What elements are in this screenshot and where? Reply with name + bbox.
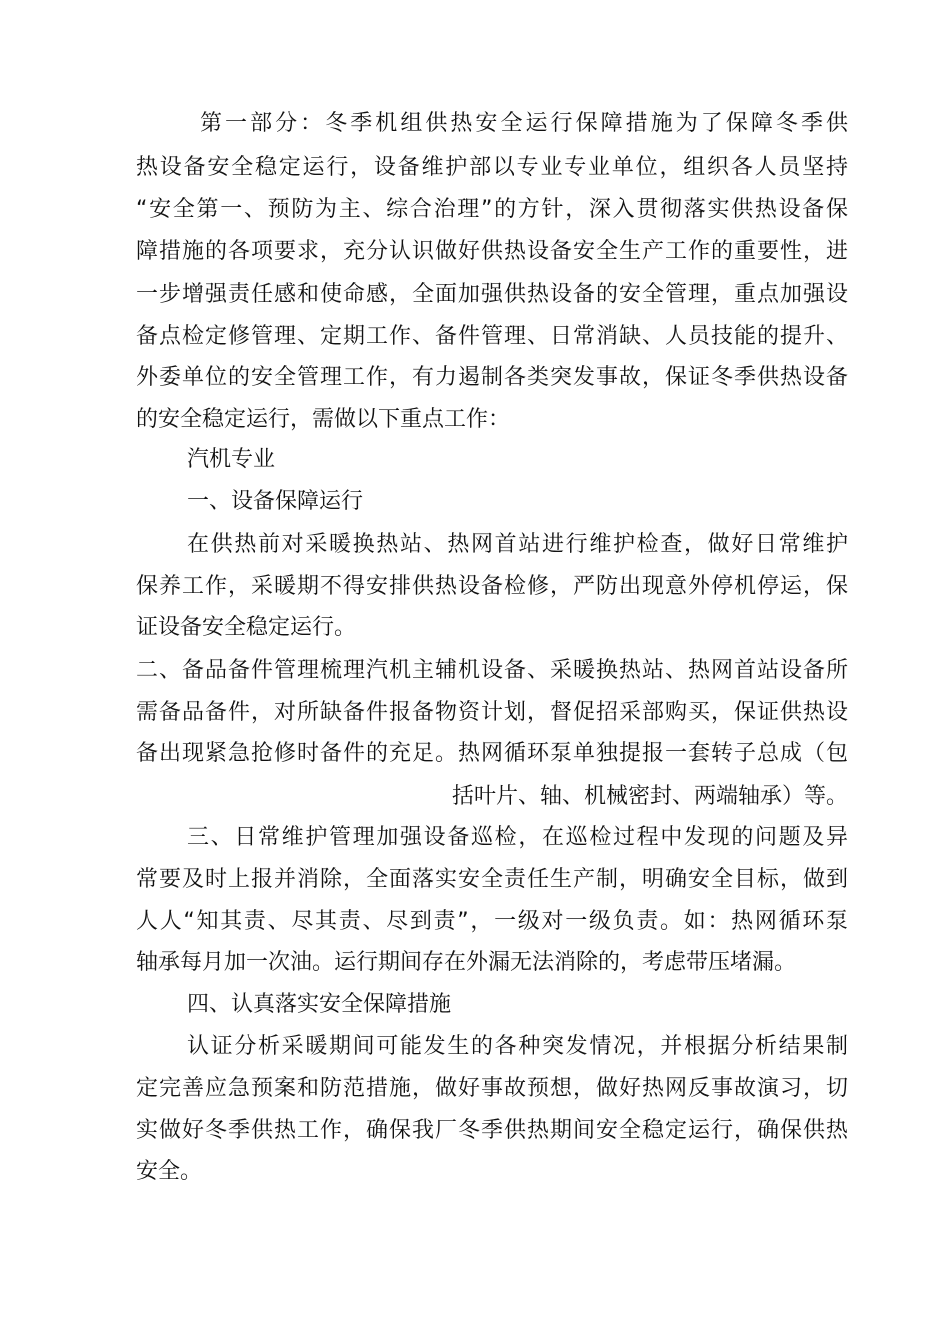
text-line: 备点检定修管理、定期工作、备件管理、日常消缺、人员技能的提升、: [136, 324, 848, 349]
text-line: 的安全稳定运行，需做以下重点工作：: [136, 407, 511, 432]
text-line: 需备品备件，对所缺备件报备物资计划，督促招采部购买，保证供热设: [136, 700, 848, 725]
text-line: 障措施的各项要求，充分认识做好供热设备安全生产工作的重要性，进: [136, 239, 848, 264]
section-heading: 四、认真落实安全保障措施: [187, 992, 452, 1017]
text-line: 证设备安全稳定运行。: [136, 615, 357, 640]
section-heading: 一、设备保障运行: [187, 489, 364, 514]
text-line: 二、备品备件管理梳理汽机主辅机设备、采暖换热站、热网首站设备所: [136, 658, 848, 683]
text-line: 实做好冬季供热工作，确保我厂冬季供热期间安全稳定运行，确保供热: [136, 1118, 848, 1143]
text-line: 第一部分：冬季机组供热安全运行保障措施为了保障冬季供: [200, 111, 848, 136]
text-line: “安全第一、预防为主、综合治理”的方针，深入贯彻落实供热设备保: [136, 197, 848, 222]
text-line: 人人“知其责、尽其责、尽到责”，一级对一级负责。如：热网循环泵: [136, 909, 848, 934]
section-heading: 汽机专业: [187, 447, 276, 472]
text-line: 认证分析采暖期间可能发生的各种突发情况，并根据分析结果制: [187, 1034, 848, 1059]
text-line: 热设备安全稳定运行，设备维护部以专业专业单位，组织各人员坚持: [136, 155, 848, 180]
text-line: 定完善应急预案和防范措施，做好事故预想，做好热网反事故演习，切: [136, 1076, 848, 1101]
text-line: 三、日常维护管理加强设备巡检，在巡检过程中发现的问题及异: [187, 825, 848, 850]
text-line: 轴承每月加一次油。运行期间存在外漏无法消除的，考虑带压堵漏。: [136, 950, 797, 975]
text-line: 一步增强责任感和使命感，全面加强供热设备的安全管理，重点加强设: [136, 282, 848, 307]
text-line: 括叶片、轴、机械密封、两端轴承）等。: [451, 784, 848, 809]
text-line: 常要及时上报并消除，全面落实安全责任生产制，明确安全目标，做到: [136, 867, 848, 892]
text-line: 在供热前对采暖换热站、热网首站进行维护检查，做好日常维护: [187, 532, 848, 557]
text-line: 安全。: [136, 1159, 203, 1184]
text-line: 外委单位的安全管理工作，有力遏制各类突发事故，保证冬季供热设备: [136, 365, 848, 390]
text-line: 保养工作，采暖期不得安排供热设备检修，严防出现意外停机停运，保: [136, 574, 848, 599]
text-line: 备出现紧急抢修时备件的充足。热网循环泵单独提报一套转子总成（包: [136, 741, 848, 766]
